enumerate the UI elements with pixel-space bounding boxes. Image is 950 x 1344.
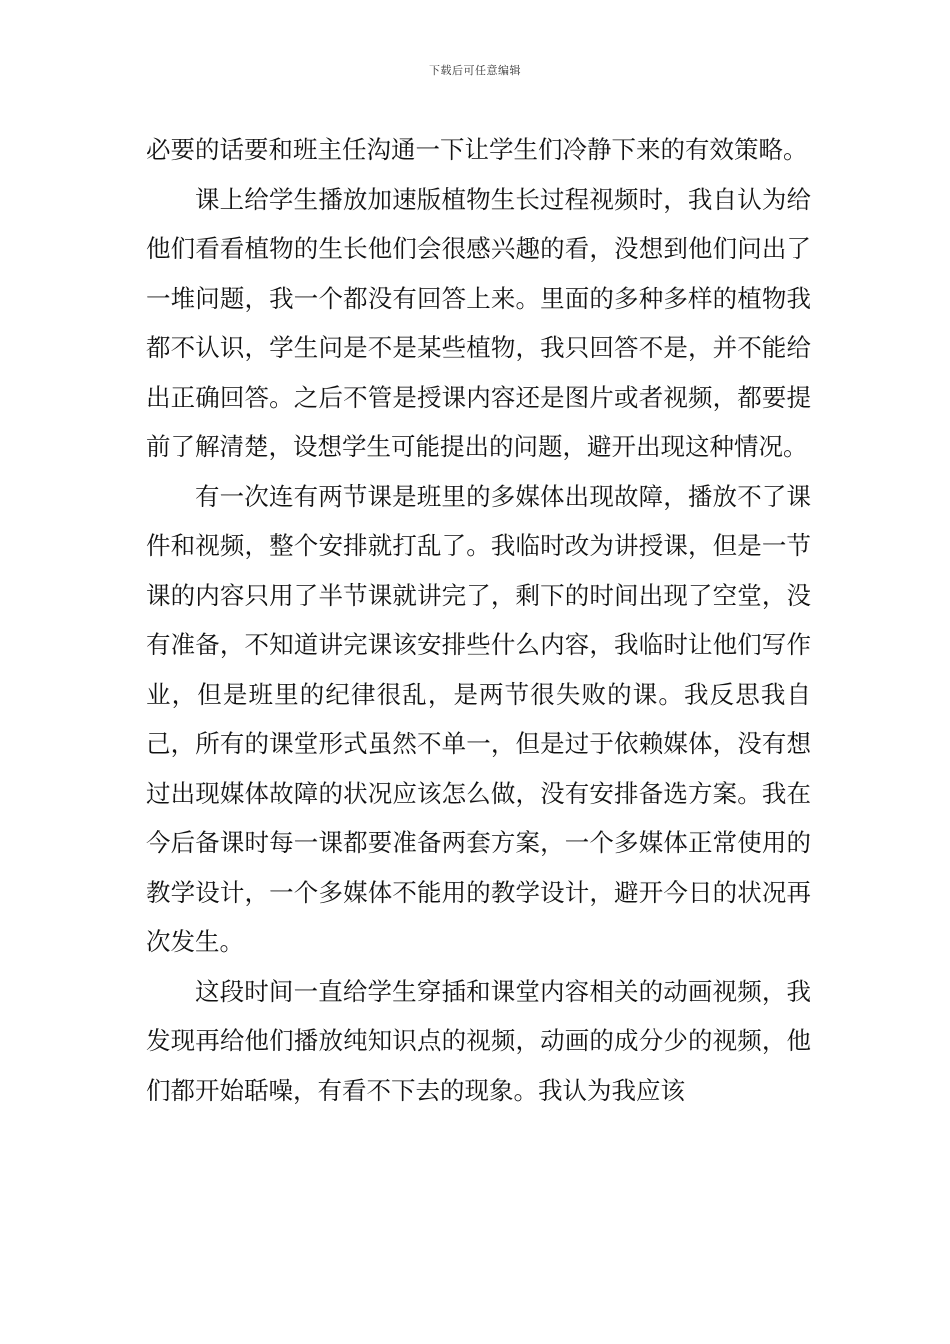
paragraph-continued: 必要的话要和班主任沟通一下让学生们冷静下来的有效策略。	[146, 135, 808, 164]
paragraph: 课上给学生播放加速版植物生长过程视频时，我自认为给他们看看植物的生长他们会很感兴趣的看，没想到他们问出了一堆问题，我一个都没有回答上来。里面的多种多样的植物我都不认识，学生问是不是某些植物，我只回答不是，并不能给出正确回答。之后不管是授课内容还是图片或者视频，都要提前了解清楚，设想学生可能提出的问题，避开出现这种情况。	[146, 184, 811, 461]
page-header: 下载后可任意编辑	[429, 64, 521, 77]
paragraph: 这段时间一直给学生穿插和课堂内容相关的动画视频，我发现再给他们播放纯知识点的视频，动画的成分少的视频，他们都开始聒噪，有看不下去的现象。我认为我应该	[146, 976, 811, 1105]
paragraph: 有一次连有两节课是班里的多媒体出现故障，播放不了课件和视频，整个安排就打乱了。我临时改为讲授课，但是一节课的内容只用了半节课就讲完了，剩下的时间出现了空堂，没有准备，不知道讲完课该安排些什么内容，我临时让他们写作业，但是班里的纪律很乱，是两节很失败的课。我反思我自己，所有的课堂形式虽然不单一，但是过于依赖媒体，没有想过出现媒体故障的状况应该怎么做，没有安排备选方案。我在今后备课时每一课都要准备两套方案，一个多媒体正常使用的教学设计，一个多媒体不能用的教学设计，避开今日的状况再次发生。	[146, 481, 811, 956]
document-body	[146, 125, 811, 1115]
